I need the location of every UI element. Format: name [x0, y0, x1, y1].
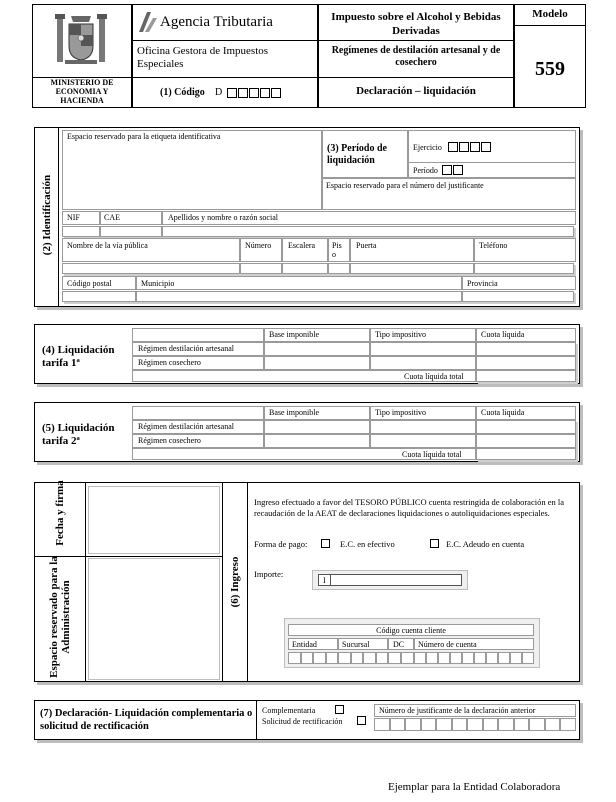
tarifa2-row1-base[interactable]	[264, 420, 370, 434]
ccc-digit-box[interactable]	[522, 652, 534, 664]
municipio-label: Municipio	[141, 279, 175, 288]
importe-label: Importe:	[254, 569, 284, 579]
cae-label: CAE	[104, 213, 120, 222]
tarifa1-row1-tipo[interactable]	[370, 342, 476, 356]
justificante-digit-box[interactable]	[529, 718, 545, 731]
justificante-digit-box[interactable]	[374, 718, 390, 731]
codigo-label: (1) Código	[160, 87, 205, 98]
header-divider-2	[32, 77, 318, 78]
escalera-field[interactable]	[282, 263, 328, 274]
sucursal-label: Sucursal	[342, 640, 370, 649]
provincia-label: Provincia	[467, 279, 498, 288]
via-label: Nombre de la vía pública	[67, 241, 148, 250]
adeudo-label: E.C. Adeudo en cuenta	[446, 539, 525, 549]
ccc-digit-box[interactable]	[363, 652, 376, 664]
justificante-digit-box[interactable]	[436, 718, 452, 731]
ccc-digit-box[interactable]	[414, 652, 426, 664]
ejercicio-box[interactable]	[470, 142, 480, 152]
tarifa1-row1-label: Régimen destilación artesanal	[138, 344, 234, 353]
justificante-anterior-label: Número de justificante de la declaración anterior	[379, 706, 536, 715]
efectivo-checkbox[interactable]	[321, 539, 330, 548]
codigo-box[interactable]	[238, 88, 248, 98]
justificante-digit-box[interactable]	[498, 718, 514, 731]
tarifa2-row2-cuota[interactable]	[476, 434, 576, 448]
complementaria-checkbox[interactable]	[335, 705, 344, 714]
escalera-label: Escalera	[288, 241, 316, 250]
ejercicio-box[interactable]	[448, 142, 458, 152]
efectivo-label: E.C. en efectivo	[340, 539, 395, 549]
codigo-box[interactable]	[260, 88, 270, 98]
tarifa2-base-label: Base imponible	[269, 408, 319, 417]
ccc-digit-box[interactable]	[288, 652, 301, 664]
tarifa2-header-left	[132, 406, 264, 420]
coat-of-arms-icon	[55, 10, 107, 70]
agency-name: Agencia Tributaria	[160, 14, 273, 30]
ccc-digit-box[interactable]	[313, 652, 326, 664]
ccc-digit-box[interactable]	[326, 652, 339, 664]
codigo-boxes[interactable]	[226, 87, 281, 98]
tarifa1-tipo-label: Tipo impositivo	[375, 330, 427, 339]
ccc-digit-box[interactable]	[486, 652, 498, 664]
nif-label-cell	[62, 211, 100, 225]
num-cuenta-label: Número de cuenta	[418, 640, 477, 649]
ccc-digit-box[interactable]	[338, 652, 351, 664]
entidad-label: Entidad	[292, 640, 317, 649]
declaracion-title: (7) Declaración- Liquidación complementaria o solicitud de rectificación	[40, 708, 253, 732]
ccc-label: Código cuenta cliente	[376, 626, 446, 635]
identificacion-label: (2) Identificación	[41, 174, 53, 256]
rectificacion-checkbox[interactable]	[357, 716, 366, 725]
header-divider	[132, 40, 318, 41]
justificante-digit-box[interactable]	[390, 718, 406, 731]
tax-divider-1	[318, 40, 514, 41]
justificante-digit-box[interactable]	[405, 718, 421, 731]
piso-label: Piso	[332, 241, 342, 259]
ejercicio-label: Ejercicio	[413, 143, 442, 152]
ccc-digit-box[interactable]	[301, 652, 314, 664]
telefono-field[interactable]	[474, 263, 574, 274]
justificante-digit-box[interactable]	[467, 718, 483, 731]
modelo-divider	[514, 25, 586, 26]
ccc-digit-box[interactable]	[426, 652, 438, 664]
tarifa2-row2-tipo[interactable]	[370, 434, 476, 448]
tarifa1-header-left	[132, 328, 264, 342]
tarifa1-title: (4) Liquidación tarifa 1ª	[42, 344, 115, 369]
justificante-digit-box[interactable]	[545, 718, 561, 731]
tarifa2-cuota-label: Cuota líquida	[481, 408, 525, 417]
tarifa1-row2-base[interactable]	[264, 356, 370, 370]
justificante-digit-box[interactable]	[421, 718, 437, 731]
importe-divider	[330, 574, 331, 586]
justificante-digit-box[interactable]	[514, 718, 530, 731]
justificante-digit-box[interactable]	[483, 718, 499, 731]
codigo-box[interactable]	[227, 88, 237, 98]
tarifa2-row1-label: Régimen destilación artesanal	[138, 422, 234, 431]
footer-text: Ejemplar para la Entidad Colaboradora	[388, 781, 561, 793]
nombre-label: Apellidos y nombre o razón social	[168, 213, 278, 222]
cp-label: Código postal	[67, 279, 112, 288]
importe-field[interactable]	[318, 574, 462, 586]
fecha-firma-field[interactable]	[88, 486, 220, 554]
ingreso-label: (6) Ingreso	[229, 556, 241, 608]
codigo-prefix: D	[215, 87, 223, 98]
modelo-label: Modelo	[532, 8, 568, 20]
tarifa2-row2-base[interactable]	[264, 434, 370, 448]
dc-label: DC	[393, 640, 405, 649]
ccc-digit-box[interactable]	[450, 652, 462, 664]
numero-field[interactable]	[240, 263, 282, 274]
tax-divider-2	[318, 77, 514, 78]
nif-field[interactable]	[62, 226, 100, 237]
ccc-digit-box[interactable]	[388, 652, 401, 664]
etiqueta-label: Espacio reservado para la etiqueta identificativa	[67, 132, 221, 141]
etiqueta-field[interactable]	[62, 130, 322, 210]
ejercicio-box[interactable]	[481, 142, 491, 152]
ccc-digit-box[interactable]	[474, 652, 486, 664]
provincia-field[interactable]	[462, 291, 574, 302]
declaracion-divider	[256, 700, 257, 740]
ccc-digit-box[interactable]	[401, 652, 414, 664]
ccc-digit-box[interactable]	[351, 652, 364, 664]
cp-field[interactable]	[62, 291, 136, 302]
tarifa1-total-field[interactable]	[476, 370, 576, 382]
tarifa2-row1-tipo[interactable]	[370, 420, 476, 434]
tarifa1-row2-label: Régimen cosechero	[138, 358, 201, 367]
adeudo-checkbox[interactable]	[430, 539, 439, 548]
codigo-box[interactable]	[249, 88, 259, 98]
tarifa1-total-label: Cuota líquida total	[404, 372, 464, 381]
cae-label-cell	[100, 211, 162, 225]
rectificacion-label: Solicitud de rectificación	[262, 717, 343, 726]
puerta-label: Puerta	[356, 241, 377, 250]
complementaria-label: Complementaria	[262, 706, 316, 715]
office-name: Oficina Gestora de Impuestos Especiales	[137, 45, 269, 70]
tarifa2-total-field[interactable]	[476, 448, 576, 460]
ccc-digit-box[interactable]	[438, 652, 450, 664]
ccc-digit-box[interactable]	[376, 652, 389, 664]
justificante-digit-box[interactable]	[452, 718, 468, 731]
ccc-digit-box[interactable]	[498, 652, 510, 664]
codigo-box[interactable]	[271, 88, 281, 98]
ccc-digit-box[interactable]	[510, 652, 522, 664]
justificante-label: Espacio reservado para el número del justificante	[326, 181, 484, 190]
tarifa1-cuota-label: Cuota líquida	[481, 330, 525, 339]
ccc-digit-box[interactable]	[462, 652, 474, 664]
tax-title: Impuesto sobre el Alcohol y Bebidas Derivadas	[331, 11, 501, 37]
telefono-label: Teléfono	[479, 241, 508, 250]
tarifa2-total-label: Cuota líquida total	[402, 450, 462, 459]
ingreso-text: Ingreso efectuado a favor del TESORO PÚBLICO cuenta restringida de colaboración en la recaudación de la AEAT de declaraciones liquidaciones o autoliquidaciones especiales.	[254, 497, 564, 518]
nif-label: NIF	[67, 213, 80, 222]
ccc-digit-boxes[interactable]	[288, 652, 534, 664]
nombre-field[interactable]	[162, 226, 574, 237]
admin-field	[88, 558, 220, 680]
tarifa2-row1-cuota[interactable]	[476, 420, 576, 434]
tarifa1-base-label: Base imponible	[269, 330, 319, 339]
justificante-anterior-boxes[interactable]	[374, 718, 576, 731]
municipio-field[interactable]	[136, 291, 462, 302]
tarifa1-row2-tipo[interactable]	[370, 356, 476, 370]
forma-pago-label: Forma de pago:	[254, 539, 308, 549]
tarifa1-row2-cuota[interactable]	[476, 356, 576, 370]
nombre-label-cell	[162, 211, 576, 225]
periodo-title: (3) Período de liquidación	[327, 143, 387, 166]
importe-prefix: I	[323, 576, 326, 585]
municipio-label-cell	[136, 276, 462, 290]
declaration-title: Declaración – liquidación	[356, 85, 476, 97]
puerta-field[interactable]	[350, 263, 474, 274]
periodo-label: Período	[413, 166, 438, 175]
regime-title: Regímenes de destilación artesanal y de cosechero	[331, 45, 501, 68]
tarifa2-tipo-label: Tipo impositivo	[375, 408, 427, 417]
ejercicio-box[interactable]	[459, 142, 469, 152]
tarifa1-row1-base[interactable]	[264, 342, 370, 356]
tarifa1-row1-cuota[interactable]	[476, 342, 576, 356]
admin-label: Espacio reservado para la Administración	[48, 556, 72, 678]
modelo-number: 559	[535, 58, 565, 80]
cae-field[interactable]	[100, 226, 162, 237]
justificante-digit-box[interactable]	[560, 718, 576, 731]
piso-field[interactable]	[328, 263, 350, 274]
tarifa2-row2-label: Régimen cosechero	[138, 436, 201, 445]
agency-logo-icon	[137, 10, 159, 34]
fecha-label: Fecha y firma	[54, 480, 66, 546]
ministry-name: MINISTERIO DE ECONOMIA Y HACIENDA	[50, 78, 114, 105]
periodo-box[interactable]	[453, 165, 463, 175]
via-field[interactable]	[62, 263, 240, 274]
periodo-box[interactable]	[442, 165, 452, 175]
tarifa2-title: (5) Liquidación tarifa 2ª	[42, 422, 115, 447]
ejercicio-divider	[408, 162, 576, 163]
ejercicio-boxes[interactable]	[447, 141, 491, 152]
periodo-boxes[interactable]	[441, 164, 463, 175]
numero-label: Número	[245, 241, 272, 250]
